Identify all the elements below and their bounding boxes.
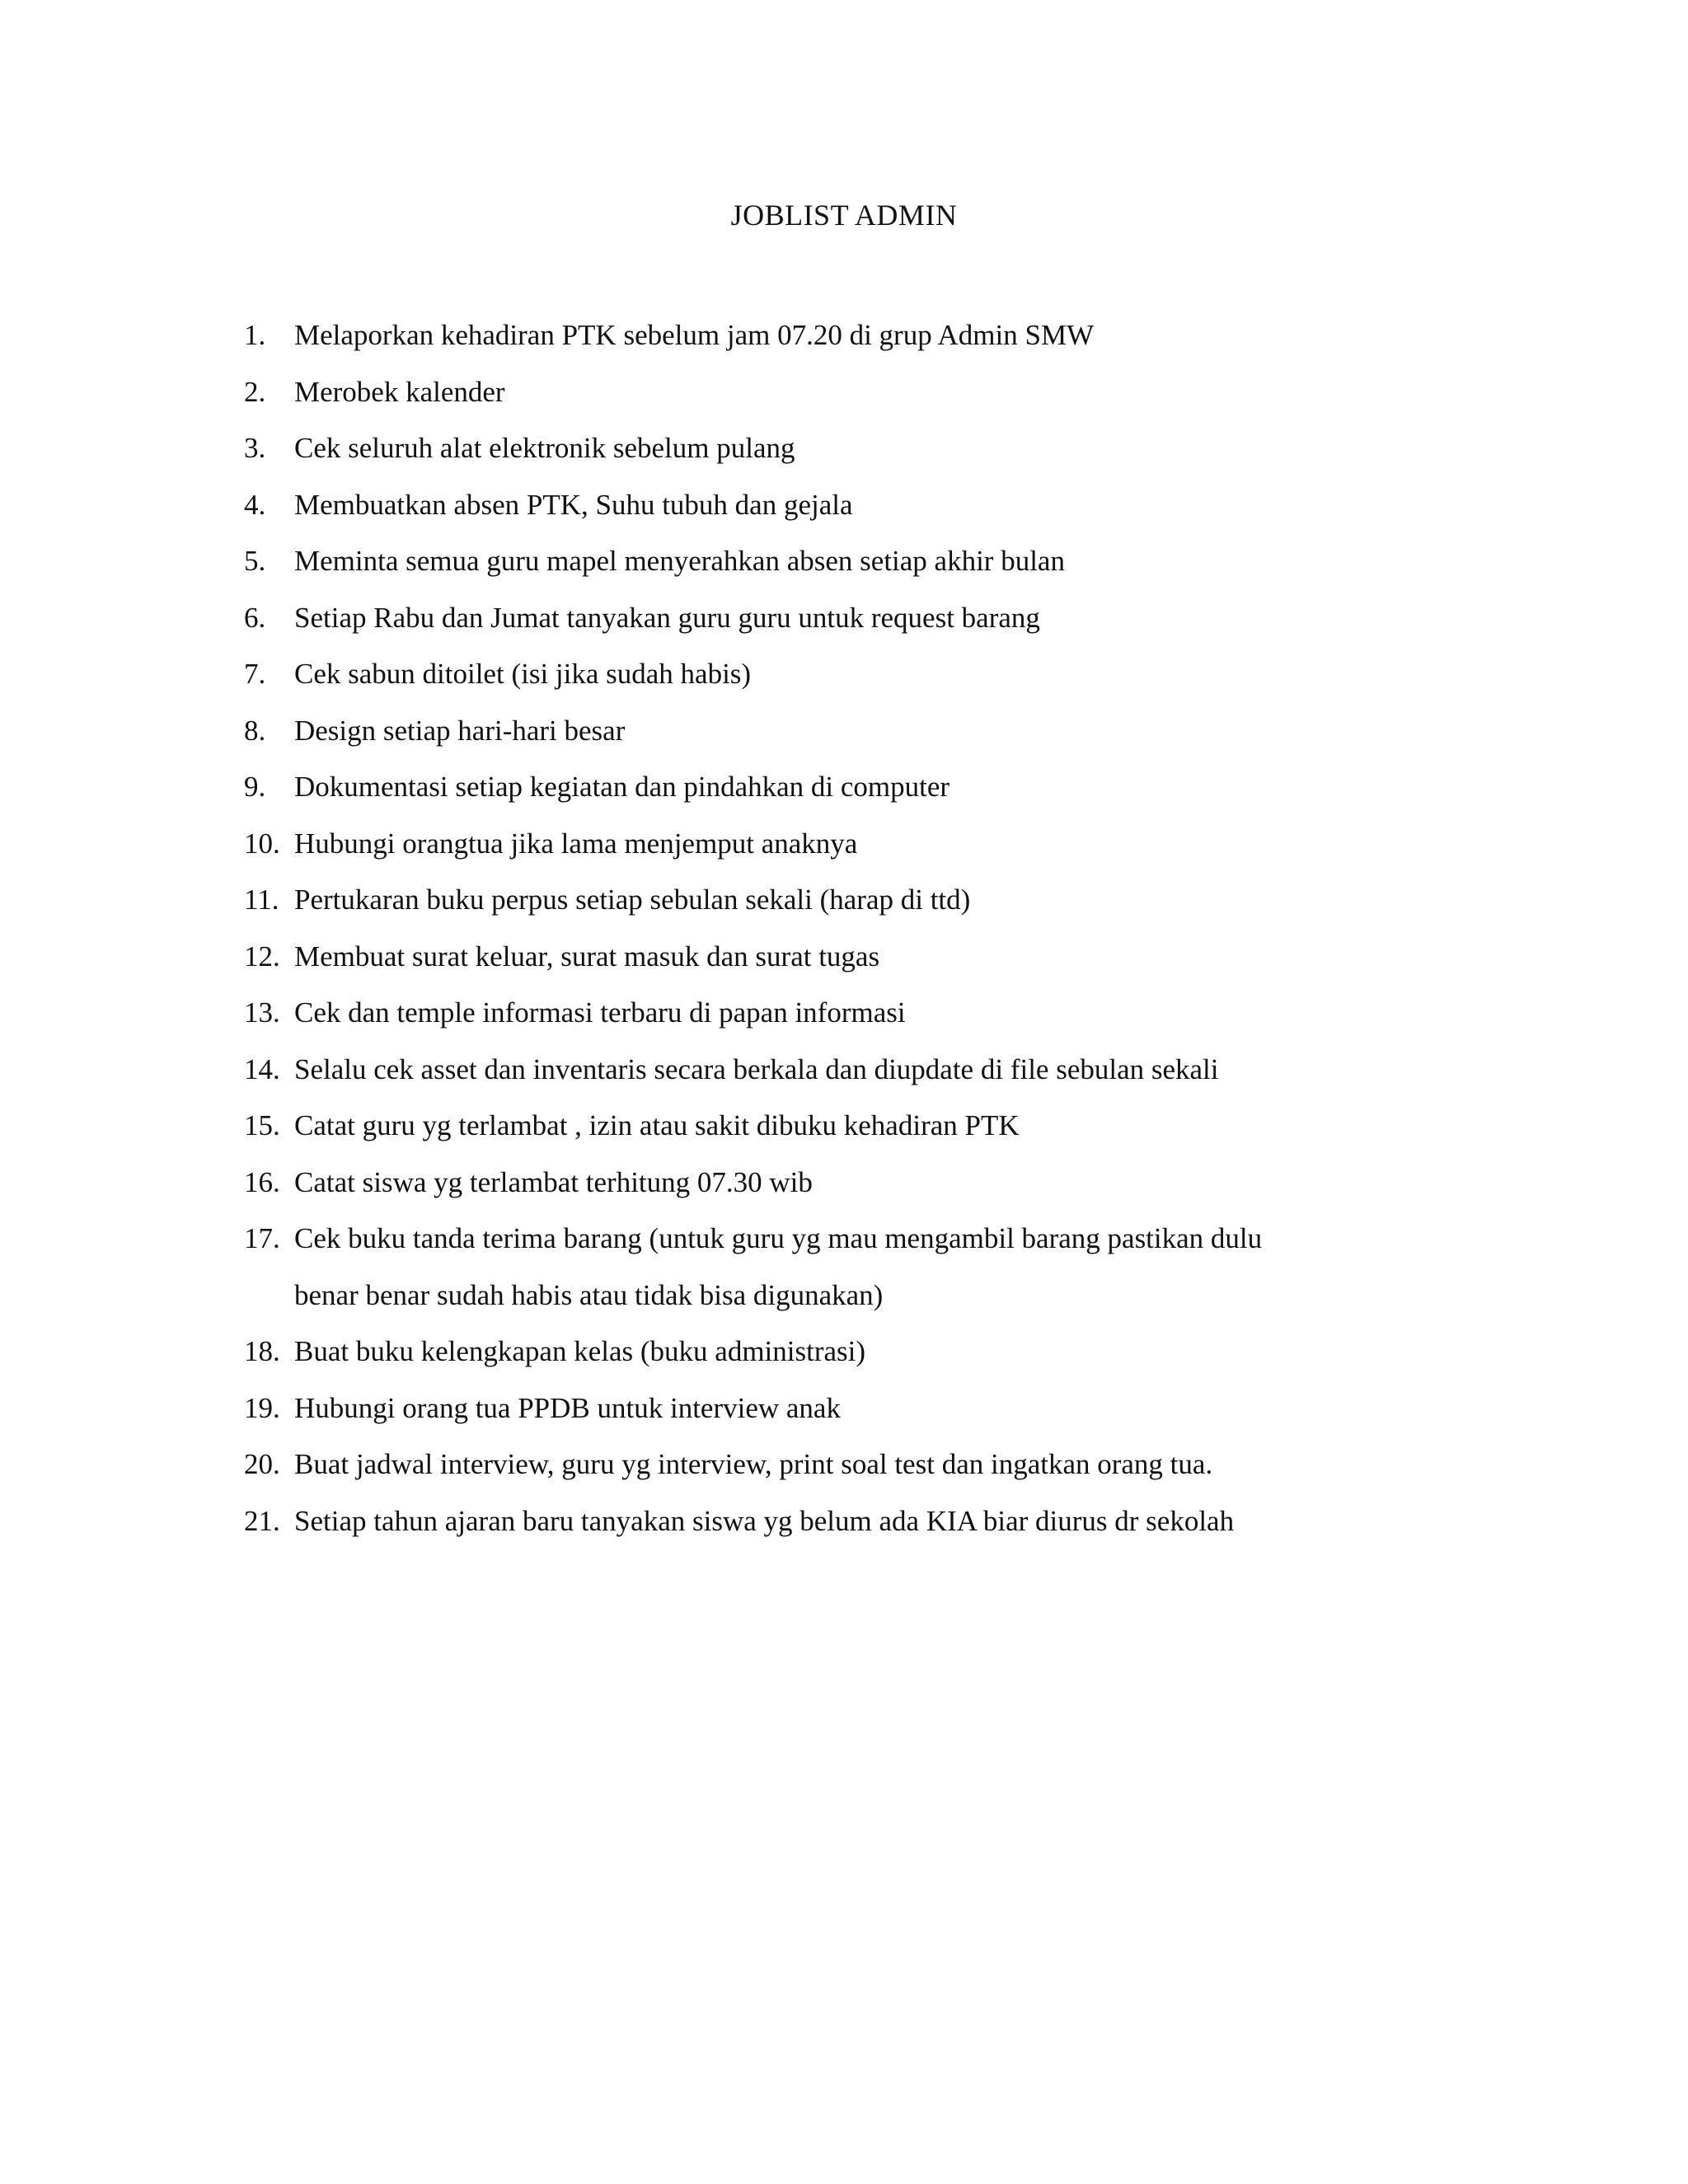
list-item — [0, 1042, 1688, 1099]
list-item-text: benar benar sudah habis atau tidak bisa digunakan) — [294, 1278, 884, 1311]
list-item-number: 20. — [244, 1448, 280, 1480]
list-item — [0, 420, 1688, 477]
list-item — [0, 533, 1688, 590]
list-item-number: 14. — [244, 1052, 280, 1085]
list-item-text: Setiap tahun ajaran baru tanyakan siswa yg belum ada KIA biar diurus dr sekolah — [294, 1504, 1235, 1537]
list-item-text: Pertukaran buku perpus setiap sebulan sekali (harap di ttd) — [294, 883, 971, 916]
list-item-text: Hubungi orang tua PPDB untuk interview anak — [294, 1391, 841, 1424]
list-item — [0, 1155, 1688, 1212]
list-item-number: 6. — [244, 601, 266, 634]
list-item-text: Hubungi orangtua jika lama menjemput anaknya — [294, 827, 858, 860]
list-item — [0, 1436, 1688, 1493]
list-item-text: Buat jadwal interview, guru yg interview, print soal test dan ingatkan orang tua. — [294, 1448, 1213, 1480]
list-item — [0, 1098, 1688, 1155]
list-item-number: 19. — [244, 1391, 280, 1424]
list-item — [0, 816, 1688, 873]
list-item-number: 17. — [244, 1222, 280, 1254]
list-item-number: 2. — [244, 375, 266, 408]
list-item-text: Buat buku kelengkapan kelas (buku administrasi) — [294, 1335, 866, 1367]
list-item-number: 13. — [244, 996, 280, 1029]
list-item-text: Meminta semua guru mapel menyerahkan absen setiap akhir bulan — [294, 545, 1065, 577]
list-item-text: Cek sabun ditoilet (isi jika sudah habis) — [294, 658, 752, 690]
list-item — [0, 1380, 1688, 1437]
list-item-text: Membuatkan absen PTK, Suhu tubuh dan gejala — [294, 488, 853, 521]
list-item — [0, 929, 1688, 986]
list-item — [0, 872, 1688, 929]
list-item — [0, 646, 1688, 703]
list-item-text: Membuat surat keluar, surat masuk dan surat tugas — [294, 940, 880, 972]
job-list — [0, 307, 1688, 1549]
list-item-text: Catat siswa yg terlambat terhitung 07.30 wib — [294, 1165, 813, 1198]
list-item-text: Selalu cek asset dan inventaris secara berkala dan diupdate di file sebulan sekali — [294, 1052, 1219, 1085]
list-item-number: 4. — [244, 488, 266, 521]
list-item — [0, 590, 1688, 647]
list-item-text: Melaporkan kehadiran PTK sebelum jam 07.20 di grup Admin SMW — [294, 319, 1095, 351]
list-item — [0, 1493, 1688, 1550]
list-item-text: Design setiap hari-hari besar — [294, 714, 626, 747]
list-item — [0, 307, 1688, 364]
list-item — [0, 703, 1688, 760]
list-item-number: 11. — [244, 883, 279, 916]
list-item-text: Cek seluruh alat elektronik sebelum pulang — [294, 432, 795, 464]
list-item — [0, 985, 1688, 1042]
list-item-number: 3. — [244, 432, 266, 464]
list-item-number: 10. — [244, 827, 280, 860]
list-item-text: Cek buku tanda terima barang (untuk guru yg mau mengambil barang pastikan dulu — [294, 1222, 1263, 1254]
list-item-number: 21. — [244, 1504, 280, 1537]
list-item-number: 15. — [244, 1109, 280, 1141]
list-item-text: Merobek kalender — [294, 375, 505, 408]
list-item — [0, 1211, 1688, 1324]
list-item — [0, 364, 1688, 421]
list-item-number: 9. — [244, 771, 266, 803]
list-item-number: 5. — [244, 545, 266, 577]
list-item-text: Catat guru yg terlambat , izin atau sakit dibuku kehadiran PTK — [294, 1109, 1020, 1141]
list-item — [0, 1324, 1688, 1380]
list-item-number: 18. — [244, 1335, 280, 1367]
list-item-text: Cek dan temple informasi terbaru di papan informasi — [294, 996, 906, 1029]
list-item-number: 8. — [244, 714, 266, 747]
list-item-number: 7. — [244, 658, 266, 690]
list-item-text: Dokumentasi setiap kegiatan dan pindahkan di computer — [294, 771, 950, 803]
document-title: JOBLIST ADMIN — [730, 199, 958, 232]
list-item — [0, 477, 1688, 534]
list-item — [0, 759, 1688, 816]
list-item-number: 12. — [244, 940, 280, 972]
list-item-text: Setiap Rabu dan Jumat tanyakan guru guru untuk request barang — [294, 601, 1040, 634]
list-item-number: 1. — [244, 319, 266, 351]
list-item-number: 16. — [244, 1165, 280, 1198]
